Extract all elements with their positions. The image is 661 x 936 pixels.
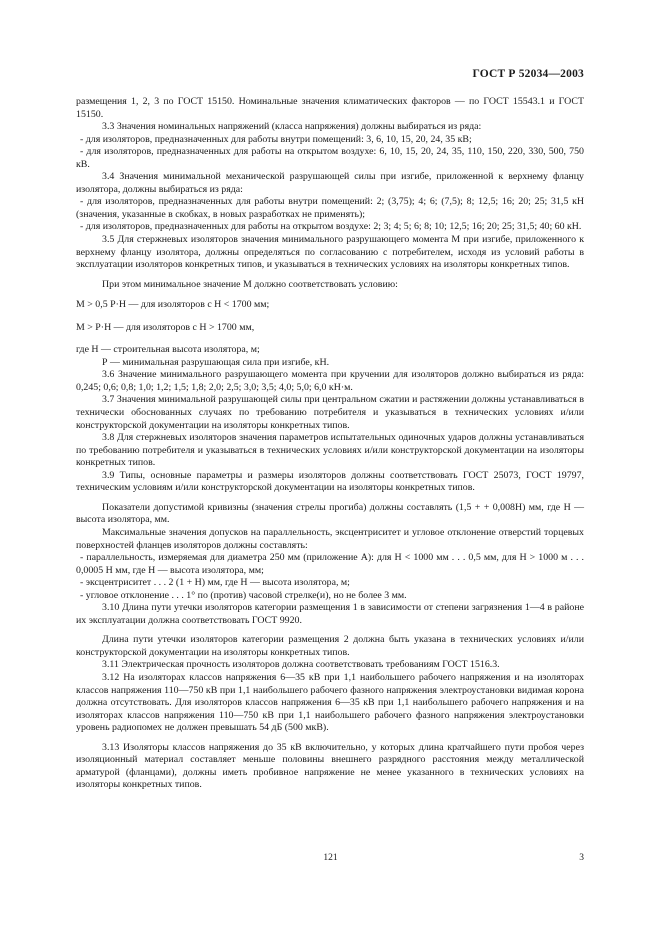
list-item-indoor-force: - для изоляторов, предназначенных для работы внутри помещений: 2; (3,75); 4; 6; (7,5); 8; 12,5; 16; 20; 25; 31,5 кН (значения, указанные в скобках, в новых разработках не применять); — [76, 196, 584, 220]
list-item-outdoor-force: - для изоляторов, предназначенных для работы на открытом воздухе: 2; 3; 4; 5; 6; 8; 10; 12,5; 16; 20; 25; 31,5; 40; 60 кН. — [80, 221, 582, 233]
paragraph-creepage-2: Длина пути утечки изоляторов категории размещения 2 должна быть указана в технических условиях и/или конструкторской документации на изоляторы конкретных типов. — [76, 634, 584, 658]
list-item-outdoor-voltage: - для изоляторов, предназначенных для работы на открытом воздухе: 6, 10, 15, 20, 24, 35, 110, 150, 220, 330, 500, 750 кВ. — [76, 146, 584, 170]
formula-where-p: Р — минимальная разрушающая сила при изгибе, кН. — [102, 356, 330, 368]
paragraph-3-7: 3.7 Значения минимальной разрушающей силы при центральном сжатии и растяжении должны устанавливаться в технически обоснованных случаях по требованию потребителя и указываться в технических условиях и/или конструкторской документации на изоляторы конкретных типов. — [76, 394, 584, 431]
document-header: ГОСТ Р 52034—2003 — [472, 68, 584, 80]
paragraph-3-10: 3.10 Длина пути утечки изоляторов категории размещения 1 в зависимости от степени загрязнения 1—4 в районе их эксплуатации должна соответствовать ГОСТ 9920. — [76, 602, 584, 626]
document-body — [76, 96, 584, 792]
formula-where-h: где Н — строительная высота изолятора, м; — [76, 344, 260, 356]
paragraph-3-12: 3.12 На изоляторах классов напряжения 6—35 кВ при 1,1 наибольшего рабочего напряжения и на изоляторах классов напряжения 110—750 кВ при 1,1 наибольшего рабочего фазного напряжения электроустановки видимая корона должна отсутствовать. Для изоляторов классов напряжения 6—35 кВ при 1,1 наибольшего рабочего напряжения и на изоляторах классов напряжения 110—750 кВ при 1,1 наибольшего рабочего фазного напряжения электроустановки уровень радиопомех не должен превышать 54 дБ (500 мкВ). — [76, 671, 584, 734]
list-item-angular-deviation: - угловое отклонение . . . 1° по (против) часовой стрелке(и), но не более 3 мм. — [80, 589, 407, 601]
footer-center-number: 121 — [323, 853, 338, 863]
paragraph-climate: размещения 1, 2, 3 по ГОСТ 15150. Номинальные значения климатических факторов — по ГОСТ 15543.1 и ГОСТ 15150. — [76, 96, 584, 120]
paragraph-3-4: 3.4 Значения минимальной механической разрушающей силы при изгибе, приложенной к верхнему фланцу изолятора, должны выбираться из ряда: — [76, 171, 584, 195]
list-item-eccentricity: - эксцентриситет . . . 2 (1 + Н) мм, где Н — высота изолятора, м; — [80, 577, 350, 589]
paragraph-curvature: Показатели допустимой кривизны (значения стрелы прогиба) должны составлять (1,5 + + 0,008Н) мм, где Н — высота изолятора, мм. — [76, 501, 584, 526]
paragraph-3-3: 3.3 Значения номинальных напряжений (класса напряжения) должны выбираться из ряда: — [102, 121, 482, 133]
paragraph-tolerances: Максимальные значения допусков на параллельность, эксцентриситет и угловое отклонение отверстий торцевых поверхностей фланцев изоляторов должны составлять: — [76, 526, 584, 551]
formula-1: М > 0,5 Р·Н — для изоляторов с Н < 1700 мм; — [76, 299, 270, 311]
paragraph-3-13: 3.13 Изоляторы классов напряжения до 35 кВ включительно, у которых длина кратчайшего пути пробоя через изоляционный материал составляет меньше половины внешнего разрядного расстояния между металлической арматурой (фланцами), должны иметь пробивное напряжение не менее указанного в технических условиях на изоляторы конкретных типов. — [76, 741, 584, 791]
formula-2: М > Р·Н — для изоляторов с Н > 1700 мм, — [76, 321, 255, 333]
footer-page-number: 3 — [579, 853, 584, 863]
paragraph-3-8: 3.8 Для стержневых изоляторов значения параметров испытательных одиночных ударов должны устанавливаться по требованию потребителя и указываться в технических условиях и/или конструкторской документации на изоляторы конкретных типов. — [76, 432, 584, 469]
paragraph-condition: При этом минимальное значение М должно соответствовать условию: — [102, 278, 398, 290]
paragraph-3-6: 3.6 Значение минимального разрушающего момента при кручении для изоляторов должно выбираться из ряда: 0,245; 0,6; 0,8; 1,0; 1,2; 1,5; 1,8; 2,0; 2,5; 3,0; 3,5; 4,0; 5,0; 6,0 кН·м. — [76, 369, 584, 393]
paragraph-3-9: 3.9 Типы, основные параметры и размеры изоляторов должны соответствовать ГОСТ 25073, ГОСТ 19797, техническим условиям и/или конструкторской документации на изоляторы конкретных типов. — [76, 469, 584, 494]
paragraph-3-11: 3.11 Электрическая прочность изоляторов должна соответствовать требованиям ГОСТ 1516.3. — [102, 659, 500, 671]
list-item-parallelism: - параллельность, измеряемая для диаметра 250 мм (приложение А): для Н < 1000 мм . . . 0,5 мм, для Н > 1000 м . . . 0,0005 Н мм, где Н — высота изолятора, мм; — [76, 552, 584, 576]
list-item-indoor-voltage: - для изоляторов, предназначенных для работы внутри помещений: 3, 6, 10, 15, 20, 24, 35 кВ; — [80, 133, 472, 145]
paragraph-3-5: 3.5 Для стержневых изоляторов значения минимального разрушающего момента М при изгибе, приложенного к верхнему фланцу изолятора, должны определяться по согласованию с потребителем, исходя из условий работы в эксплуатации изоляторов конкретных типов, и указываться в технических условиях на изоляторы конкретных типов. — [76, 234, 584, 271]
